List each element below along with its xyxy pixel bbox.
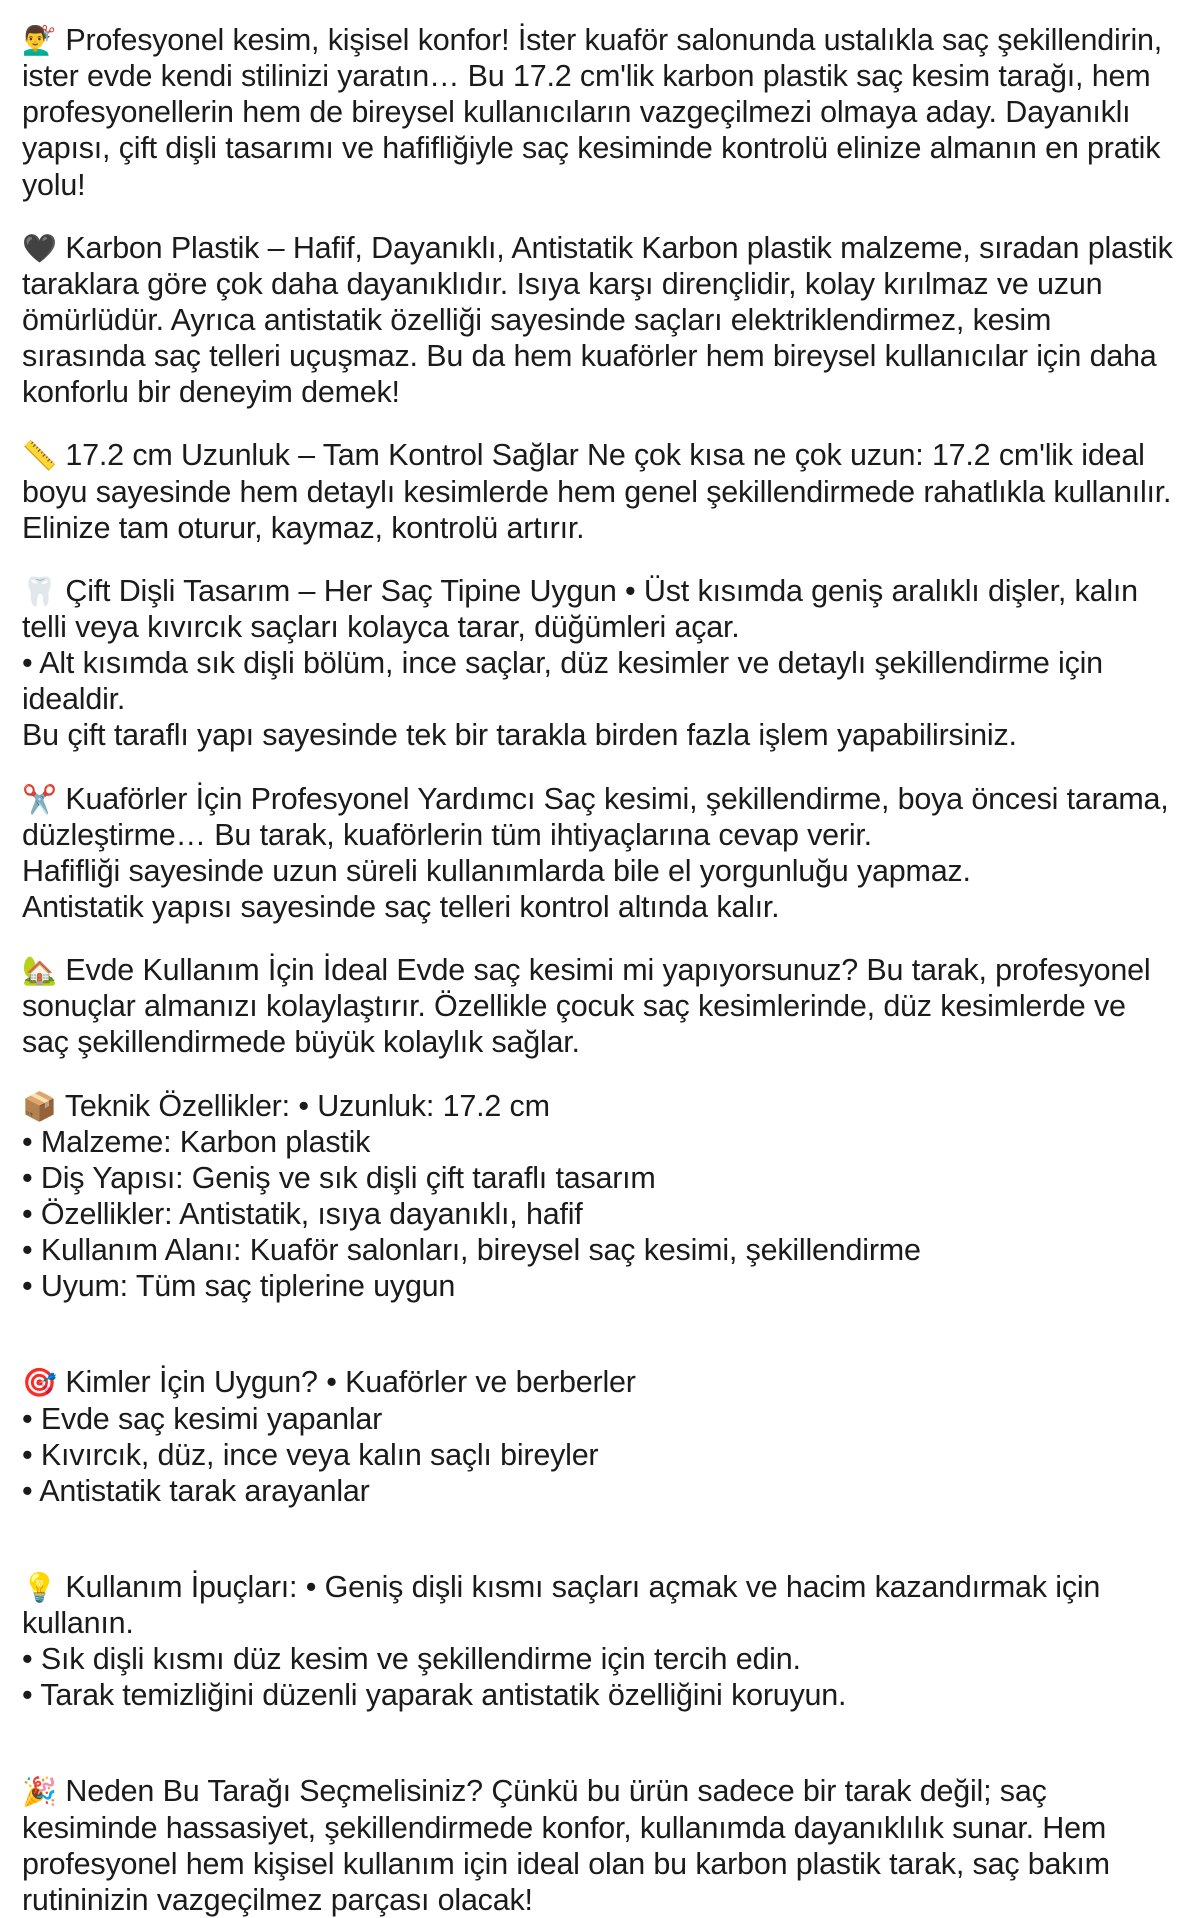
section-intro — [22, 22, 1176, 203]
section-line: • Özellikler: Antistatik, ısıya dayanıklı, hafif — [22, 1196, 583, 1231]
section-text: Evde Kullanım İçin İdeal Evde saç kesimi mi yapıyorsunuz? Bu tarak, profesyonel sonuçlar almanızı kolaylaştırır. Özellikle çocuk saç kesimlerinde, düz kesimlerde ve saç şekillendirmede büyük kolaylık sağlar. — [22, 953, 1151, 1060]
section-line: Antistatik yapısı sayesinde saç telleri kontrol altında kalır. — [22, 889, 780, 924]
section-line: Teknik Özellikler: • Uzunluk: 17.2 cm — [64, 1088, 550, 1123]
section-line: • Antistatik tarak arayanlar — [22, 1473, 370, 1508]
section-line: Çift Dişli Tasarım – Her Saç Tipine Uygun • Üst kısımda geniş aralıklı dişler, kalın telli veya kıvırcık saçları kolayca tarar, düğümleri açar. — [22, 573, 1138, 644]
section-neden-secmelisiniz — [22, 1773, 1176, 1918]
light-bulb-emoji: 💡 — [22, 1570, 57, 1604]
party-popper-emoji: 🎉 — [22, 1775, 57, 1809]
section-line: Kimler İçin Uygun? • Kuaförler ve berberler — [65, 1365, 636, 1400]
tooth-emoji: 🦷 — [22, 574, 57, 608]
house-with-garden-emoji: 🏡 — [22, 954, 57, 988]
section-line: • Sık dişli kısmı düz kesim ve şekillendirme için tercih edin. — [22, 1642, 801, 1677]
section-cift-disli — [22, 573, 1176, 754]
section-kullanim-ipuclari — [22, 1569, 1176, 1714]
section-text: Profesyonel kesim, kişisel konfor! İster kuaför salonunda ustalıkla saç şekillendirin, ister evde kendi stilinizi yaratın… Bu 17.2 cm'lik karbon plastik saç kesim tarağı, hem profesyonellerin hem de bireysel kullanıcıların vazgeçilmezi olmaya aday. Dayanıklı yapısı, çift dişli tasarımı ve hafifliğiyle saç kesiminde kontrolü elinize almanın en pratik yolu! — [22, 23, 1163, 202]
scissors-emoji: ✂️ — [22, 782, 57, 816]
section-line: • Alt kısımda sık dişli bölüm, ince saçlar, düz kesimler ve detaylı şekillendirme için idealdir. — [22, 646, 1103, 717]
section-teknik-ozellikler — [22, 1088, 1176, 1305]
section-text: Neden Bu Tarağı Seçmelisiniz? Çünkü bu ürün sadece bir tarak değil; saç kesiminde hassasiyet, şekillendirmede konfor, kullanımda dayanıklılık sunar. Hem profesyonel hem kişisel kullanım için ideal olan bu karbon plastik tarak, saç bakım rutininizin vazgeçilmez parçası olacak! — [22, 1774, 1110, 1917]
section-line: Bu çift taraflı yapı sayesinde tek bir tarakla birden fazla işlem yapabilirsiniz. — [22, 718, 1017, 753]
section-text: Karbon Plastik – Hafif, Dayanıklı, Antistatik Karbon plastik malzeme, sıradan plastik taraklara göre çok daha dayanıklıdır. Isıya karşı dirençlidir, kolay kırılmaz ve uzun ömürlüdür. Ayrıca antistatik özelliği sayesinde saçları elektriklendirmez, kesim sırasında saç telleri uçuşmaz. Bu da hem kuaförler hem bireysel kullanıcılar için daha konforlu bir deneyim demek! — [22, 230, 1173, 410]
section-line: Kullanım İpuçları: • Geniş dişli kısmı saçları açmak ve hacim kazandırmak için kullanın. — [22, 1569, 1101, 1641]
section-line: Kuaförler İçin Profesyonel Yardımcı Saç kesimi, şekillendirme, boya öncesi tarama, düzleştirme… Bu tarak, kuaförlerin tüm ihtiyaçlarına cevap verir. — [22, 781, 1169, 852]
section-text: 17.2 cm Uzunluk – Tam Kontrol Sağlar Ne çok kısa ne çok uzun: 17.2 cm'lik ideal boyu sayesinde hem detaylı kesimlerde hem genel şekillendirmede rahatlıkla kullanılır. Elinize tam oturur, kaymaz, kontrolü artırır. — [22, 438, 1172, 545]
section-line: • Malzeme: Karbon plastik — [22, 1124, 371, 1159]
man-getting-haircut-emoji: 💇‍♂️ — [22, 24, 57, 57]
section-line: • Evde saç kesimi yapanlar — [22, 1401, 383, 1436]
package-emoji: 📦 — [22, 1089, 57, 1123]
bullseye-dart-emoji: 🎯 — [22, 1366, 57, 1400]
section-kimler-icin — [22, 1364, 1176, 1509]
section-uzunluk — [22, 437, 1176, 545]
section-line: Hafifliği sayesinde uzun süreli kullanımlarda bile el yorgunluğu yapmaz. — [22, 853, 971, 888]
section-evde-kullanim — [22, 952, 1176, 1060]
section-line: • Uyum: Tüm saç tiplerine uygun — [22, 1269, 456, 1304]
section-line: • Diş Yapısı: Geniş ve sık dişli çift taraflı tasarım — [22, 1160, 656, 1195]
section-line: • Kullanım Alanı: Kuaför salonları, bireysel saç kesimi, şekillendirme — [22, 1233, 921, 1268]
section-karbon-plastik — [22, 230, 1176, 411]
straight-ruler-emoji: 📏 — [22, 439, 57, 473]
section-line: • Kıvırcık, düz, ince veya kalın saçlı bireyler — [22, 1437, 599, 1472]
black-heart-emoji: 🖤 — [22, 231, 57, 265]
description-content — [22, 22, 1176, 1918]
section-kuaforler — [22, 781, 1176, 926]
section-line: • Tarak temizliğini düzenli yaparak antistatik özelliğini koruyun. — [22, 1678, 847, 1713]
